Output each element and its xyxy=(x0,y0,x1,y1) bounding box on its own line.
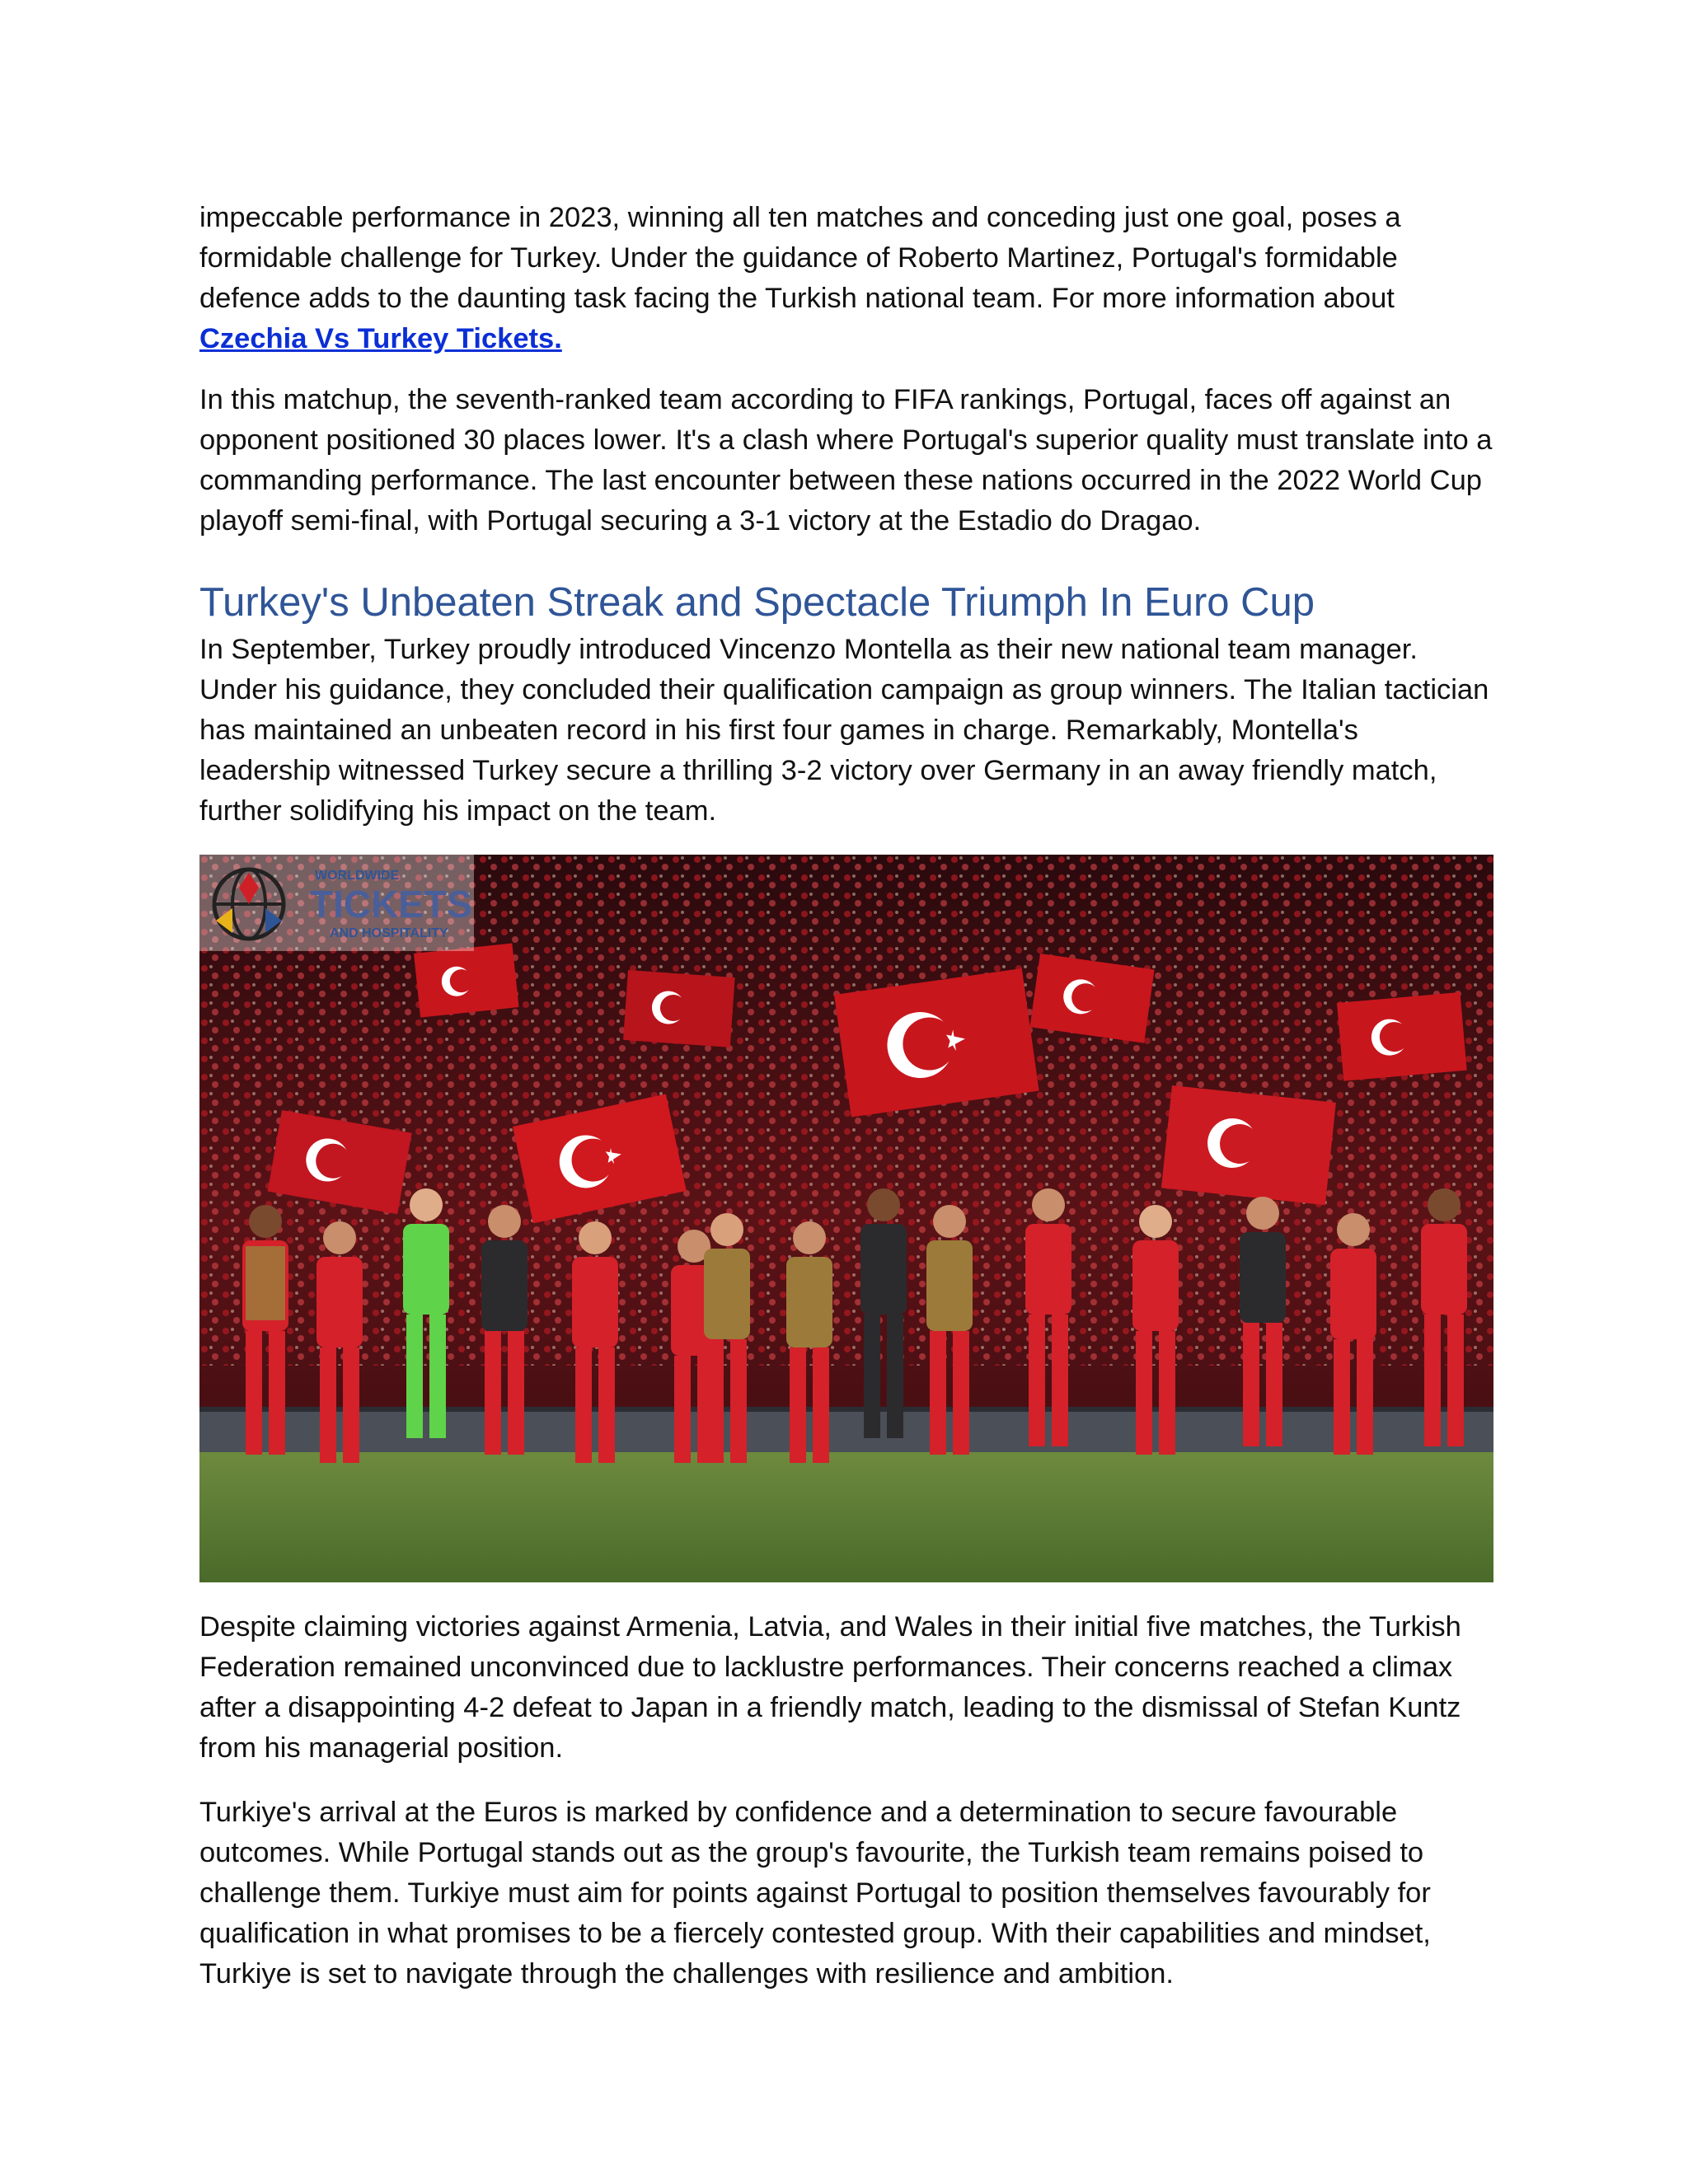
worldwide-tickets-watermark xyxy=(199,855,474,951)
paragraph-kuntz: Despite claiming victories against Armenia, Latvia, and Wales in their initial five matches, the Turkish Federation remained unconvinced due to lacklustre performances. Their concerns reached a climax after a disappointing 4-2 defeat to Japan in a friendly match, leading to the dismissal of Stefan Kuntz from his managerial position. xyxy=(199,1611,1461,1764)
paragraph-intro-text: impeccable performance in 2023, winning all ten matches and conceding just one goal, poses a formidable challenge for Turkey. Under the guidance of Roberto Martinez, Portugal's formidable defence adds to the daunting task facing the Turkish national team. For more information about xyxy=(199,202,1401,314)
paragraph-intro xyxy=(199,198,1493,359)
czechia-vs-turkey-tickets-link[interactable]: Czechia Vs Turkey Tickets. xyxy=(199,323,562,354)
watermark-line-1: WORLDWIDE xyxy=(315,869,400,883)
watermark-line-3: AND HOSPITALITY xyxy=(330,926,448,940)
paragraph-euros-outlook: Turkiye's arrival at the Euros is marked by confidence and a determination to secure favourable outcomes. While Portugal stands out as the group's favourite, the Turkish team remains poised to challenge them. Turkiye must aim for points against Portugal to position themselves favourably for qualification in what promises to be a fiercely contested group. With their capabilities and mindset, Turkiye is set to navigate through the challenges with resilience and ambition. xyxy=(199,1797,1431,1990)
team-celebration-photo xyxy=(199,855,1493,1582)
advertising-board xyxy=(199,1407,1493,1452)
paragraph-matchup: In this matchup, the seventh-ranked team according to FIFA rankings, Portugal, faces off against an opponent positioned 30 places lower. It's a clash where Portugal's superior quality must translate into a commanding performance. The last encounter between these nations occurred in the 2022 World Cup playoff semi-final, with Portugal securing a 3-1 victory at the Estadio do Dragao. xyxy=(199,384,1493,537)
section-heading: Turkey's Unbeaten Streak and Spectacle Triumph In Euro Cup xyxy=(199,580,1315,625)
paragraph-montella: In September, Turkey proudly introduced Vincenzo Montella as their new national team manager. Under his guidance, they concluded their qualification campaign as group winners. The Italian tactician has maintained an unbeaten record in his first four games in charge. Remarkably, Montella's leadership witnessed Turkey secure a thrilling 3-2 victory over Germany in an away friendly match, further solidifying his impact on the team. xyxy=(199,634,1489,827)
pitch xyxy=(199,1452,1493,1582)
watermark-line-2: TICKETS xyxy=(310,883,472,926)
